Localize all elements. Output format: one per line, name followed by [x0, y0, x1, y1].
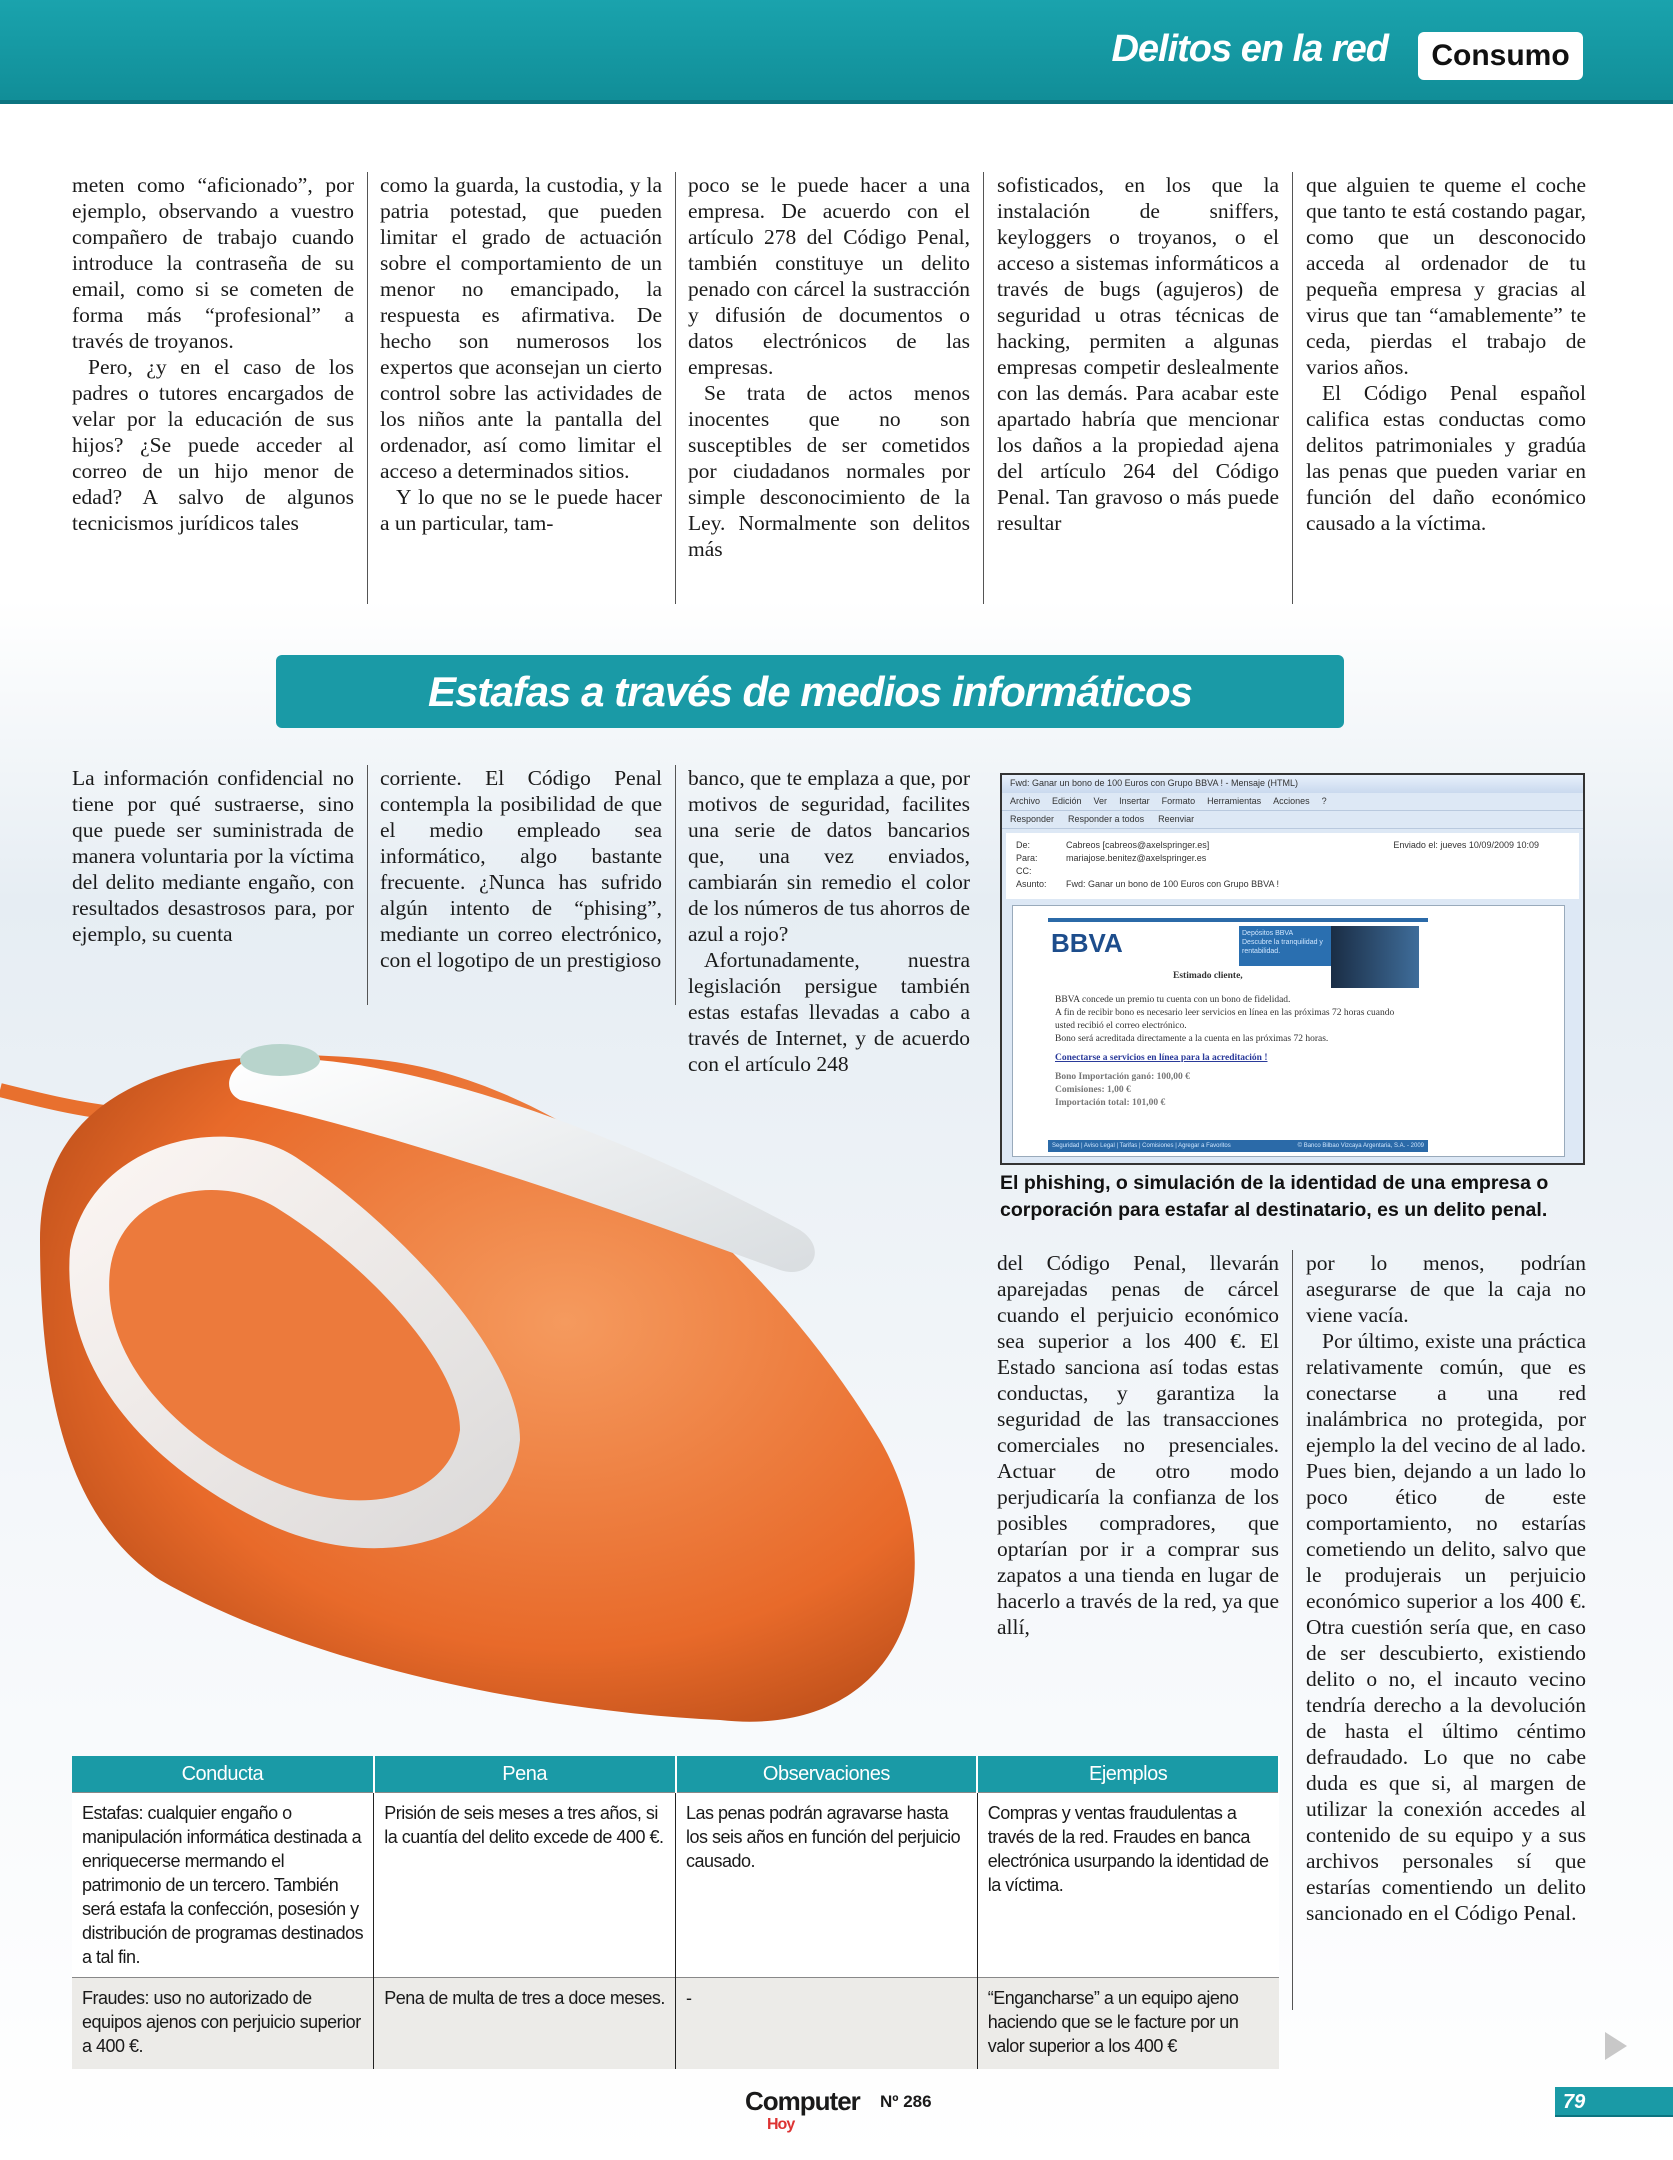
text-column — [997, 172, 1279, 536]
sent-label: Enviado el: — [1393, 840, 1438, 850]
paragraph: meten como “aficionado”, por ejemplo, observando a vuestro compañero de trabajo cuando introduce la contraseña de su email, como si se cometen de forma más “profesional” a través de troyanos. — [72, 173, 354, 353]
subject-label: Asunto: — [1016, 879, 1047, 889]
logo-sub: Hoy — [767, 2116, 795, 2133]
subject-value: Fwd: Ganar un bono de 100 Euros con Grupo BBVA ! — [1066, 879, 1279, 889]
paragraph: El Código Penal español califica estas conductas como delitos patrimoniales y gradúa las penas que pueden variar en función del daño económico causado a la víctima. — [1306, 381, 1586, 535]
paragraph: Afortunadamente, nuestra legislación persigue también estas estafas llevadas a cabo a través de Internet, y de acuerdo con el artículo 248 — [688, 948, 970, 1076]
column-header: Conducta — [72, 1756, 374, 1792]
email-menu-item: Insertar — [1119, 796, 1150, 806]
email-line: Bono será acreditada directamente a la cuenta en las próximas 72 horas. — [1055, 1034, 1329, 1044]
section-title: Delitos en la red — [1111, 28, 1388, 70]
paragraph: banco, que te emplaza a que, por motivos de seguridad, facilites una serie de datos bancarios que, una vez enviados, cambiarán sin remedio el color de los números de tus ahorros de azul a rojo? — [688, 766, 970, 946]
column-header: Ejemplos — [977, 1756, 1279, 1792]
subsection-banner: Estafas a través de medios informáticos — [276, 655, 1344, 728]
email-toolbar-button: Reenviar — [1158, 814, 1195, 824]
paragraph: La información confidencial no tiene por qué sustraerse, sino que puede ser suministrada de manera voluntaria por la víctima del delito mediante engaño, con resultados desastrosos para, por ejemplo, su cuenta — [72, 766, 354, 946]
page-number: 79 — [1555, 2087, 1673, 2117]
offenses-table — [72, 1756, 1280, 2069]
email-menu-item: Herramientas — [1207, 796, 1262, 806]
table-cell: Prisión de seis meses a tres años, si la cuantía del delito excede de 400 €. — [374, 1792, 676, 1977]
promo-title: Depósitos BBVA — [1242, 930, 1294, 937]
table-cell: “Engancharse” a un equipo ajeno haciendo que se le facture por un valor superior a los 400 € — [977, 1977, 1279, 2069]
column-header: Observaciones — [676, 1756, 978, 1792]
section-tag: Consumo — [1418, 32, 1583, 80]
table-cell: - — [676, 1977, 978, 2069]
text-column — [997, 1250, 1279, 1640]
email-menu-item: ? — [1321, 796, 1327, 806]
column-divider — [675, 765, 676, 1005]
paragraph: Por último, existe una práctica relativamente común, que es conectarse a una red inalámbrica no protegida, por ejemplo la del vecino de al lado. Pues bien, dejando a un lado lo poco ético de este comportamiento, no estarías cometiendo un delito, salvo que le produjerais un perjuicio económico superior a los 400 €. Otra cuestión sería que, en caso de ser descubierto, existiendo delito o no, el incauto vecino tendría derecho a la devolución de hasta el último céntimo defraudado. Lo que no cabe duda es que si, al margen de utilizar la conexión accedes al contenido de su equipo y a sus archivos personales sí que estarías comentiendo un delito sancionado en el Código Penal. — [1306, 1329, 1586, 1925]
email-menu-item: Formato — [1161, 796, 1196, 806]
table-cell: Pena de multa de tres a doce meses. — [374, 1977, 676, 2069]
column-divider — [675, 172, 676, 604]
email-line: BBVA concede un premio tu cuenta con un bono de fidelidad. — [1055, 995, 1291, 1005]
text-column — [688, 172, 970, 562]
text-column — [72, 765, 354, 947]
phishing-email-screenshot — [1000, 773, 1585, 1165]
image-caption: El phishing, o simulación de la identidad de una empresa o corporación para estafar al destinatario, es un delito penal. — [1000, 1172, 1549, 1221]
sent-value: jueves 10/09/2009 10:09 — [1440, 840, 1539, 850]
email-toolbar-button: Responder a todos — [1068, 814, 1145, 824]
email-window-title: Fwd: Ganar un bono de 100 Euros con Grupo BBVA ! - Mensaje (HTML) — [1002, 775, 1583, 793]
paragraph: sofisticados, en los que la instalación de sniffers, keyloggers o troyanos, o el acceso a sistemas informáticos a través de bugs (agujeros) de seguridad u otras técnicas de hacking, permiten a algunas empresas competir deslealmente con las demás. Para acabar este apartado habría que mencionar los daños a la propiedad ajena del artículo 264 del Código Penal. Tan gravoso o más puede resultar — [997, 173, 1279, 535]
paragraph: poco se le puede hacer a una empresa. De acuerdo con el artículo 278 del Código Penal, también constituye un delito penado con cárcel la sustracción y difusión de documentos o datos electrónicos de las empresas. — [688, 173, 970, 379]
paragraph: corriente. El Código Penal contempla la posibilidad de que el medio empleado sea informático, algo bastante frecuente. ¿Nunca has sufrido algún intento de “phising”, mediante un correo electrónico, con el logotipo de un prestigioso — [380, 766, 662, 972]
column-divider — [1292, 172, 1293, 604]
email-toolbar-button: Responder — [1010, 814, 1055, 824]
column-divider — [983, 172, 984, 604]
table-cell: Fraudes: uso no autorizado de equipos ajenos con perjuicio superior a 400 €. — [72, 1977, 374, 2069]
amount-line: Comisiones: 1,00 € — [1055, 1085, 1131, 1095]
from-value: Cabreos [cabreos@axelspringer.es] — [1066, 840, 1210, 850]
amount-line: Importación total: 101,00 € — [1055, 1098, 1166, 1108]
email-footer-links: Seguridad | Aviso Legal | Tarifas | Comisiones | Agregar a Favoritos — [1052, 1143, 1231, 1149]
email-line: A fin de recibir bono es necesario leer servicios en línea en las próximas 72 horas cuando usted recibió el correo electrónico. — [1055, 1008, 1395, 1031]
from-label: De: — [1016, 840, 1031, 850]
column-divider — [1292, 1250, 1293, 2010]
column-divider — [367, 172, 368, 604]
text-column — [1306, 1250, 1586, 1926]
next-page-arrow-icon — [1605, 2032, 1627, 2060]
greeting: Estimado cliente, — [1173, 971, 1243, 981]
to-value: mariajose.benitez@axelspringer.es — [1066, 853, 1207, 863]
table-row — [72, 1792, 1279, 1977]
table-row — [72, 1977, 1279, 2069]
email-menu-bar — [1002, 793, 1583, 811]
column-divider — [367, 765, 368, 1005]
table-cell: Las penas podrán agravarse hasta los seis años en función del perjuicio causado. — [676, 1792, 978, 1977]
text-column — [380, 765, 662, 973]
email-menu-item: Ver — [1093, 796, 1108, 806]
issue-number: Nº 286 — [880, 2092, 932, 2111]
logo-main: Computer — [745, 2086, 860, 2116]
email-menu-item: Acciones — [1273, 796, 1310, 806]
promo-box — [1239, 926, 1331, 966]
table-cell: Estafas: cualquier engaño o manipulación informática destinada a enriquecerse mermando el patrimonio de un tercero. También será estafa la confección, posesión y distribución de programas destinados a tal fin. — [72, 1792, 374, 1977]
mouse-image — [0, 1020, 1000, 1760]
email-header — [1006, 833, 1579, 899]
phishing-link[interactable]: Conectarse a servicios en línea para la acreditación ! — [1055, 1053, 1268, 1063]
promo-text: Descubre la tranquilidad y rentabilidad. — [1242, 939, 1323, 955]
table-cell: Compras y ventas fraudulentas a través de la red. Fraudes en banca electrónica usurpando la identidad de la víctima. — [977, 1792, 1279, 1977]
email-footer — [1048, 1140, 1428, 1152]
amount-line: Bono Importación ganó: 100,00 € — [1055, 1072, 1190, 1082]
email-menu-item: Edición — [1052, 796, 1082, 806]
column-header: Pena — [374, 1756, 676, 1792]
paragraph: Y lo que no se le puede hacer a un particular, tam- — [380, 485, 662, 535]
email-menu-item: Archivo — [1010, 796, 1041, 806]
text-column — [380, 172, 662, 536]
paragraph: Pero, ¿y en el caso de los padres o tutores encargados de velar por la educación de sus hijos? ¿Se puede acceder al correo de un hijo menor de edad? A salvo de algunos tecnicismos jurídicos tales — [72, 355, 354, 535]
promo-photo — [1331, 926, 1419, 988]
text-column — [72, 172, 354, 536]
email-footer-copy: © Banco Bilbao Vizcaya Argentaria, S.A. - 2009 — [1297, 1143, 1424, 1149]
paragraph: Se trata de actos menos inocentes que no son susceptibles de ser cometidos por ciudadanos normales por simple desconocimiento de la Ley. Normalmente son delitos más — [688, 381, 970, 561]
magazine-logo — [745, 2086, 860, 2133]
email-toolbar — [1002, 811, 1583, 829]
cc-label: CC: — [1016, 866, 1032, 876]
paragraph: como la guarda, la custodia, y la patria potestad, que pueden limitar el grado de actuación sobre el comportamiento de un menor no emancipado, la respuesta es afirmativa. De hecho son numerosos los expertos que aconsejan un cierto control sobre las actividades de los niños ante la pantalla del ordenador, así como limitar el acceso a determinados sitios. — [380, 173, 662, 483]
to-label: Para: — [1016, 853, 1038, 863]
bbva-logo: BBVA — [1051, 928, 1123, 958]
paragraph: que alguien te queme el coche que tanto te está costando pagar, como que un desconocido acceda al ordenador de tu pequeña empresa y gracias al virus que tan “amablemente” te ceda, pierdas el trabajo de varios años. — [1306, 173, 1586, 379]
text-column — [1306, 172, 1586, 536]
section-header — [0, 0, 1673, 104]
paragraph: del Código Penal, llevarán aparejadas penas de cárcel cuando el perjuicio económico sea superior a los 400 €. El Estado sanciona así todas estas conductas, y garantiza la seguridad de las transacciones comerciales no presenciales. Actuar de otro modo perjudicaría la confianza de los posibles compradores, que optarían por ir a comprar sus zapatos a una tienda en lugar de hacerlo a través de la red, ya que allí, — [997, 1251, 1279, 1639]
text-column — [688, 765, 970, 1077]
email-body — [1012, 905, 1565, 1157]
paragraph: por lo menos, podrían asegurarse de que la caja no viene vacía. — [1306, 1251, 1586, 1327]
